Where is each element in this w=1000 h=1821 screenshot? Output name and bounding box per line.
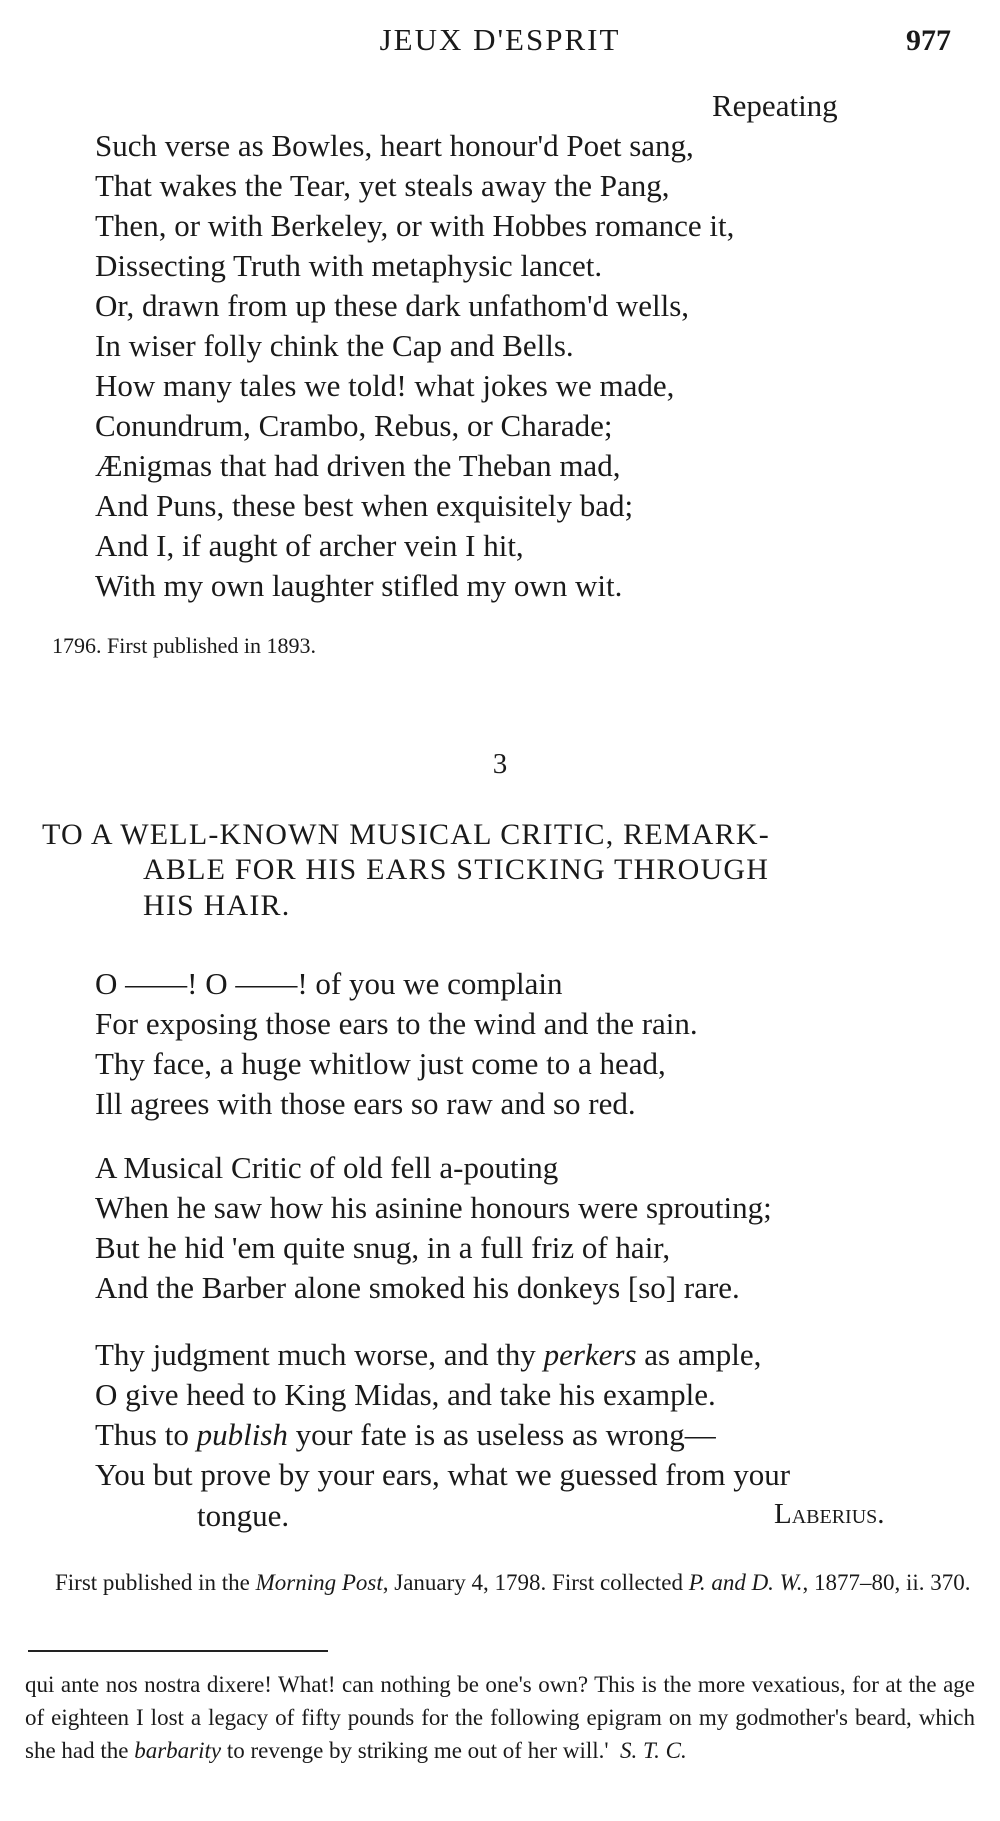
footnote-divider xyxy=(28,1650,328,1652)
section-number: 3 xyxy=(492,748,508,780)
page-number: 977 xyxy=(906,24,951,57)
poem1-lead: Repeating xyxy=(712,88,838,123)
stanza1-line-2: For exposing those ears to the wind and the rain. xyxy=(95,1006,698,1041)
poem2-stanza-2 xyxy=(95,1148,772,1308)
poem1-body xyxy=(95,126,734,606)
poem1-line-4: Dissecting Truth with metaphysic lancet. xyxy=(95,248,603,283)
poem1-line-9: Ænigmas that had driven the Theban mad, xyxy=(95,448,621,483)
stanza2-line-1: A Musical Critic of old fell a-pouting xyxy=(95,1150,559,1185)
stanza1-line-4: Ill agrees with those ears so raw and so red. xyxy=(95,1086,636,1121)
section-title-line-3: HIS HAIR. xyxy=(143,889,291,922)
poem1-line-10: And Puns, these best when exquisitely bad; xyxy=(95,488,634,523)
poem2-stanza-1 xyxy=(95,964,698,1124)
stanza1-line-3: Thy face, a huge whitlow just come to a head, xyxy=(95,1046,666,1081)
poem1-line-6: In wiser folly chink the Cap and Bells. xyxy=(95,328,574,363)
poem1-line-8: Conundrum, Crambo, Rebus, or Charade; xyxy=(95,408,613,443)
stanza3-line-3: Thus to publish your fate is as useless as wrong— xyxy=(95,1417,716,1452)
poem1-line-3: Then, or with Berkeley, or with Hobbes romance it, xyxy=(95,208,735,243)
poem1-line-7: How many tales we told! what jokes we made, xyxy=(95,368,675,403)
stanza1-line-1: O ——! O ——! of you we complain xyxy=(95,966,563,1001)
poem1-date-note: 1796. First published in 1893. xyxy=(52,633,317,658)
poem1-line-12: With my own laughter stifled my own wit. xyxy=(95,568,623,603)
section-title-line-2: ABLE FOR HIS EARS STICKING THROUGH xyxy=(143,853,770,886)
poem1-line-2: That wakes the Tear, yet steals away the Pang, xyxy=(95,168,670,203)
poem1-line-1: Such verse as Bowles, heart honour'd Poet sang, xyxy=(95,128,694,163)
stanza2-line-3: But he hid 'em quite snug, in a full friz of hair, xyxy=(95,1230,671,1265)
stanza3-line-4: You but prove by your ears, what we guessed from your xyxy=(95,1457,791,1492)
stanza2-line-4: And the Barber alone smoked his donkeys [so] rare. xyxy=(95,1270,740,1305)
stanza2-line-2: When he saw how his asinine honours were sprouting; xyxy=(95,1190,772,1225)
stanza3-first-line: Thy judgment much worse, and thy perkers as ample, xyxy=(95,1337,762,1372)
stanza3-line-2: O give heed to King Midas, and take his example. xyxy=(95,1377,716,1412)
poem-signature: Laberius. xyxy=(774,1498,885,1530)
poem1-line-5: Or, drawn from up these dark unfathom'd wells, xyxy=(95,288,690,323)
poem2-stanza-3 xyxy=(95,1335,790,1495)
section-title-line-1: TO A WELL-KNOWN MUSICAL CRITIC, REMARK- xyxy=(42,818,770,851)
publication-note: First published in the Morning Post, January 4, 1798. First collected P. and D. W., 1877–80, ii. 370. xyxy=(55,1570,971,1595)
footnote: qui ante nos nostra dixere! What! can nothing be one's own? This is the more vexatious, for at the age of eighteen I lost a legacy of fifty pounds for the following epigram on my godmother's beard, which she had the barbarity to revenge by striking me out of her will.' S. T. C. xyxy=(25,1672,975,1763)
poem1-line-11: And I, if aught of archer vein I hit, xyxy=(95,528,524,563)
running-header-title: JEUX D'ESPRIT xyxy=(379,22,621,57)
poem2-last-word: tongue. xyxy=(197,1498,290,1533)
